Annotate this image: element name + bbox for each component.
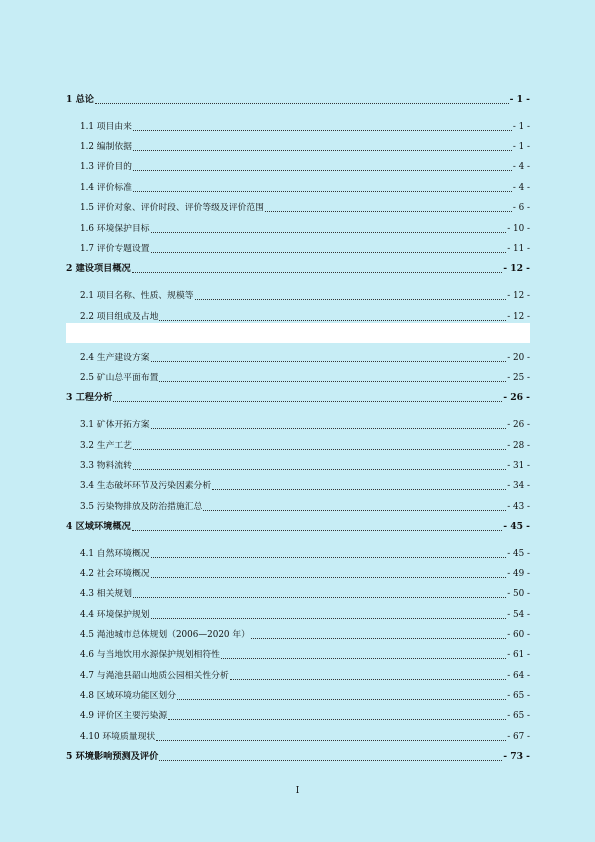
toc-leader-dots — [230, 670, 507, 680]
toc-leader-dots — [132, 263, 502, 273]
toc-leader-dots — [156, 731, 506, 741]
toc-leader-dots — [151, 568, 507, 578]
toc-leader-dots — [159, 311, 506, 321]
toc-entry-title: 1.3 评价目的 — [80, 162, 132, 172]
toc-entry-page: - 45 - — [507, 549, 530, 559]
highlight-bar — [66, 323, 530, 343]
toc-entry-page: - 64 - — [507, 671, 530, 681]
toc-entry-title: 3.2 生产工艺 — [80, 441, 132, 451]
toc-entry-title: 4.1 自然环境概况 — [80, 549, 150, 559]
toc-leader-dots — [133, 141, 512, 151]
toc-section-entry[interactable] — [80, 709, 530, 723]
toc-entry-page: - 61 - — [507, 650, 530, 660]
toc-entry-page: - 26 - — [503, 392, 530, 403]
toc-entry-page: - 45 - — [503, 521, 530, 532]
toc-entry-page: - 49 - — [507, 569, 530, 579]
toc-entry-page: - 43 - — [507, 502, 530, 512]
toc-entry-page: - 12 - — [507, 312, 530, 322]
toc-entry-title: 1.5 评价对象、评价时段、评价等级及评价范围 — [80, 203, 264, 213]
toc-section-entry[interactable] — [80, 648, 530, 662]
toc-entry-page: - 28 - — [507, 441, 530, 451]
toc-entry-page: - 12 - — [503, 263, 530, 274]
toc-chapter-entry[interactable] — [66, 391, 530, 405]
toc-leader-dots — [221, 649, 506, 659]
toc-leader-dots — [133, 460, 506, 470]
toc-chapter-entry[interactable] — [66, 520, 530, 534]
toc-leader-dots — [251, 629, 506, 639]
toc-leader-dots — [151, 243, 507, 253]
toc-section-entry[interactable] — [80, 418, 530, 432]
toc-entry-title: 3.4 生态破坏环节及污染因素分析 — [80, 481, 212, 491]
toc-section-entry[interactable] — [80, 628, 530, 642]
toc-entry-page: - 1 - — [509, 94, 530, 105]
toc-leader-dots — [203, 501, 506, 511]
toc-leader-dots — [133, 440, 506, 450]
toc-section-entry[interactable] — [80, 289, 530, 303]
toc-entry-page: - 65 - — [507, 691, 530, 701]
toc-leader-dots — [159, 751, 502, 761]
toc-section-entry[interactable] — [80, 459, 530, 473]
toc-entry-title: 4.6 与当地饮用水源保护规划相符性 — [80, 650, 220, 660]
toc-entry-title: 4.10 环境质量现状 — [80, 732, 156, 742]
toc-entry-title: 1.7 评价专题设置 — [80, 244, 150, 254]
toc-entry-title: 1 总论 — [66, 94, 94, 105]
toc-leader-dots — [133, 121, 512, 131]
toc-leader-dots — [195, 290, 507, 300]
toc-entry-title: 4.2 社会环境概况 — [80, 569, 150, 579]
toc-entry-title: 1.1 项目由来 — [80, 122, 132, 132]
toc-section-entry[interactable] — [80, 242, 530, 256]
toc-entry-title: 3.3 物料流转 — [80, 461, 132, 471]
toc-section-entry[interactable] — [80, 730, 530, 744]
toc-entry-title: 4.4 环境保护规划 — [80, 610, 150, 620]
toc-leader-dots — [113, 392, 502, 402]
toc-leader-dots — [132, 521, 502, 531]
toc-leader-dots — [95, 94, 509, 104]
toc-leader-dots — [133, 588, 506, 598]
toc-entry-title: 1.4 评价标准 — [80, 183, 132, 193]
toc-leader-dots — [133, 182, 512, 192]
toc-entry-page: - 1 - — [512, 142, 530, 152]
toc-chapter-entry[interactable] — [66, 750, 530, 764]
toc-leader-dots — [151, 609, 507, 619]
toc-entry-page: - 10 - — [507, 224, 530, 234]
toc-entry-page: - 54 - — [507, 610, 530, 620]
toc-entry-page: - 6 - — [512, 203, 530, 213]
toc-entry-page: - 73 - — [503, 751, 530, 762]
toc-leader-dots — [151, 223, 507, 233]
toc-entry-page: - 50 - — [507, 589, 530, 599]
toc-section-entry[interactable] — [80, 201, 530, 215]
toc-entry-title: 1.2 编制依据 — [80, 142, 132, 152]
toc-section-entry[interactable] — [80, 371, 530, 385]
toc-entry-page: - 60 - — [507, 630, 530, 640]
toc-entry-page: - 34 - — [507, 481, 530, 491]
toc-section-entry[interactable] — [80, 351, 530, 365]
toc-entry-title: 3.1 矿体开拓方案 — [80, 420, 150, 430]
toc-chapter-entry[interactable] — [66, 93, 530, 107]
toc-entry-page: - 11 - — [507, 244, 530, 254]
toc-entry-title: 2 建设项目概况 — [66, 263, 131, 274]
toc-entry-page: - 4 - — [512, 162, 530, 172]
toc-entry-title: 2.5 矿山总平面布置 — [80, 373, 159, 383]
toc-section-entry[interactable] — [80, 547, 530, 561]
toc-leader-dots — [159, 372, 506, 382]
toc-entry-title: 4.3 相关规划 — [80, 589, 132, 599]
toc-entry-title: 2.4 生产建设方案 — [80, 353, 150, 363]
toc-entry-page: - 65 - — [507, 711, 530, 721]
toc-entry-title: 4.8 区域环境功能区划分 — [80, 691, 176, 701]
toc-entry-page: - 31 - — [507, 461, 530, 471]
toc-entry-title: 4.7 与渑池县韶山地质公园相关性分析 — [80, 671, 229, 681]
toc-entry-page: - 25 - — [507, 373, 530, 383]
page-number: I — [295, 786, 300, 796]
toc-section-entry[interactable] — [80, 689, 530, 703]
toc-entry-title: 5 环境影响预测及评价 — [66, 751, 159, 762]
toc-leader-dots — [133, 161, 512, 171]
toc-entry-title: 4 区域环境概况 — [66, 521, 131, 532]
toc-entry-title: 3 工程分析 — [66, 392, 113, 403]
toc-entry-page: - 26 - — [507, 420, 530, 430]
toc-section-entry[interactable] — [80, 479, 530, 493]
toc-section-entry[interactable] — [80, 181, 530, 195]
toc-entry-title: 2.1 项目名称、性质、规模等 — [80, 291, 194, 301]
toc-leader-dots — [265, 202, 512, 212]
toc-section-entry[interactable] — [80, 120, 530, 134]
toc-section-entry[interactable] — [80, 567, 530, 581]
toc-entry-title: 4.5 渑池城市总体规划（2006—2020 年） — [80, 630, 250, 640]
toc-entry-page: - 67 - — [507, 732, 530, 742]
toc-chapter-entry[interactable] — [66, 262, 530, 276]
toc-entry-page: - 12 - — [507, 291, 530, 301]
toc-entry-page: - 20 - — [507, 353, 530, 363]
toc-leader-dots — [212, 480, 506, 490]
toc-entry-title: 2.2 项目组成及占地 — [80, 312, 159, 322]
toc-section-entry[interactable] — [80, 587, 530, 601]
toc-entry-title: 3.5 污染物排放及防治措施汇总 — [80, 502, 203, 512]
toc-section-entry[interactable] — [80, 669, 530, 683]
toc-leader-dots — [168, 710, 506, 720]
toc-section-entry[interactable] — [80, 310, 530, 324]
toc-section-entry[interactable] — [80, 608, 530, 622]
toc-leader-dots — [151, 419, 507, 429]
toc-section-entry[interactable] — [80, 140, 530, 154]
toc-leader-dots — [151, 352, 507, 362]
toc-section-entry[interactable] — [80, 160, 530, 174]
toc-section-entry[interactable] — [80, 439, 530, 453]
toc-leader-dots — [177, 690, 506, 700]
toc-entry-title: 1.6 环境保护目标 — [80, 224, 150, 234]
toc-leader-dots — [151, 548, 507, 558]
toc-section-entry[interactable] — [80, 500, 530, 514]
toc-section-entry[interactable] — [80, 222, 530, 236]
toc-entry-page: - 1 - — [512, 122, 530, 132]
toc-entry-page: - 4 - — [512, 183, 530, 193]
toc-entry-title: 4.9 评价区主要污染源 — [80, 711, 168, 721]
